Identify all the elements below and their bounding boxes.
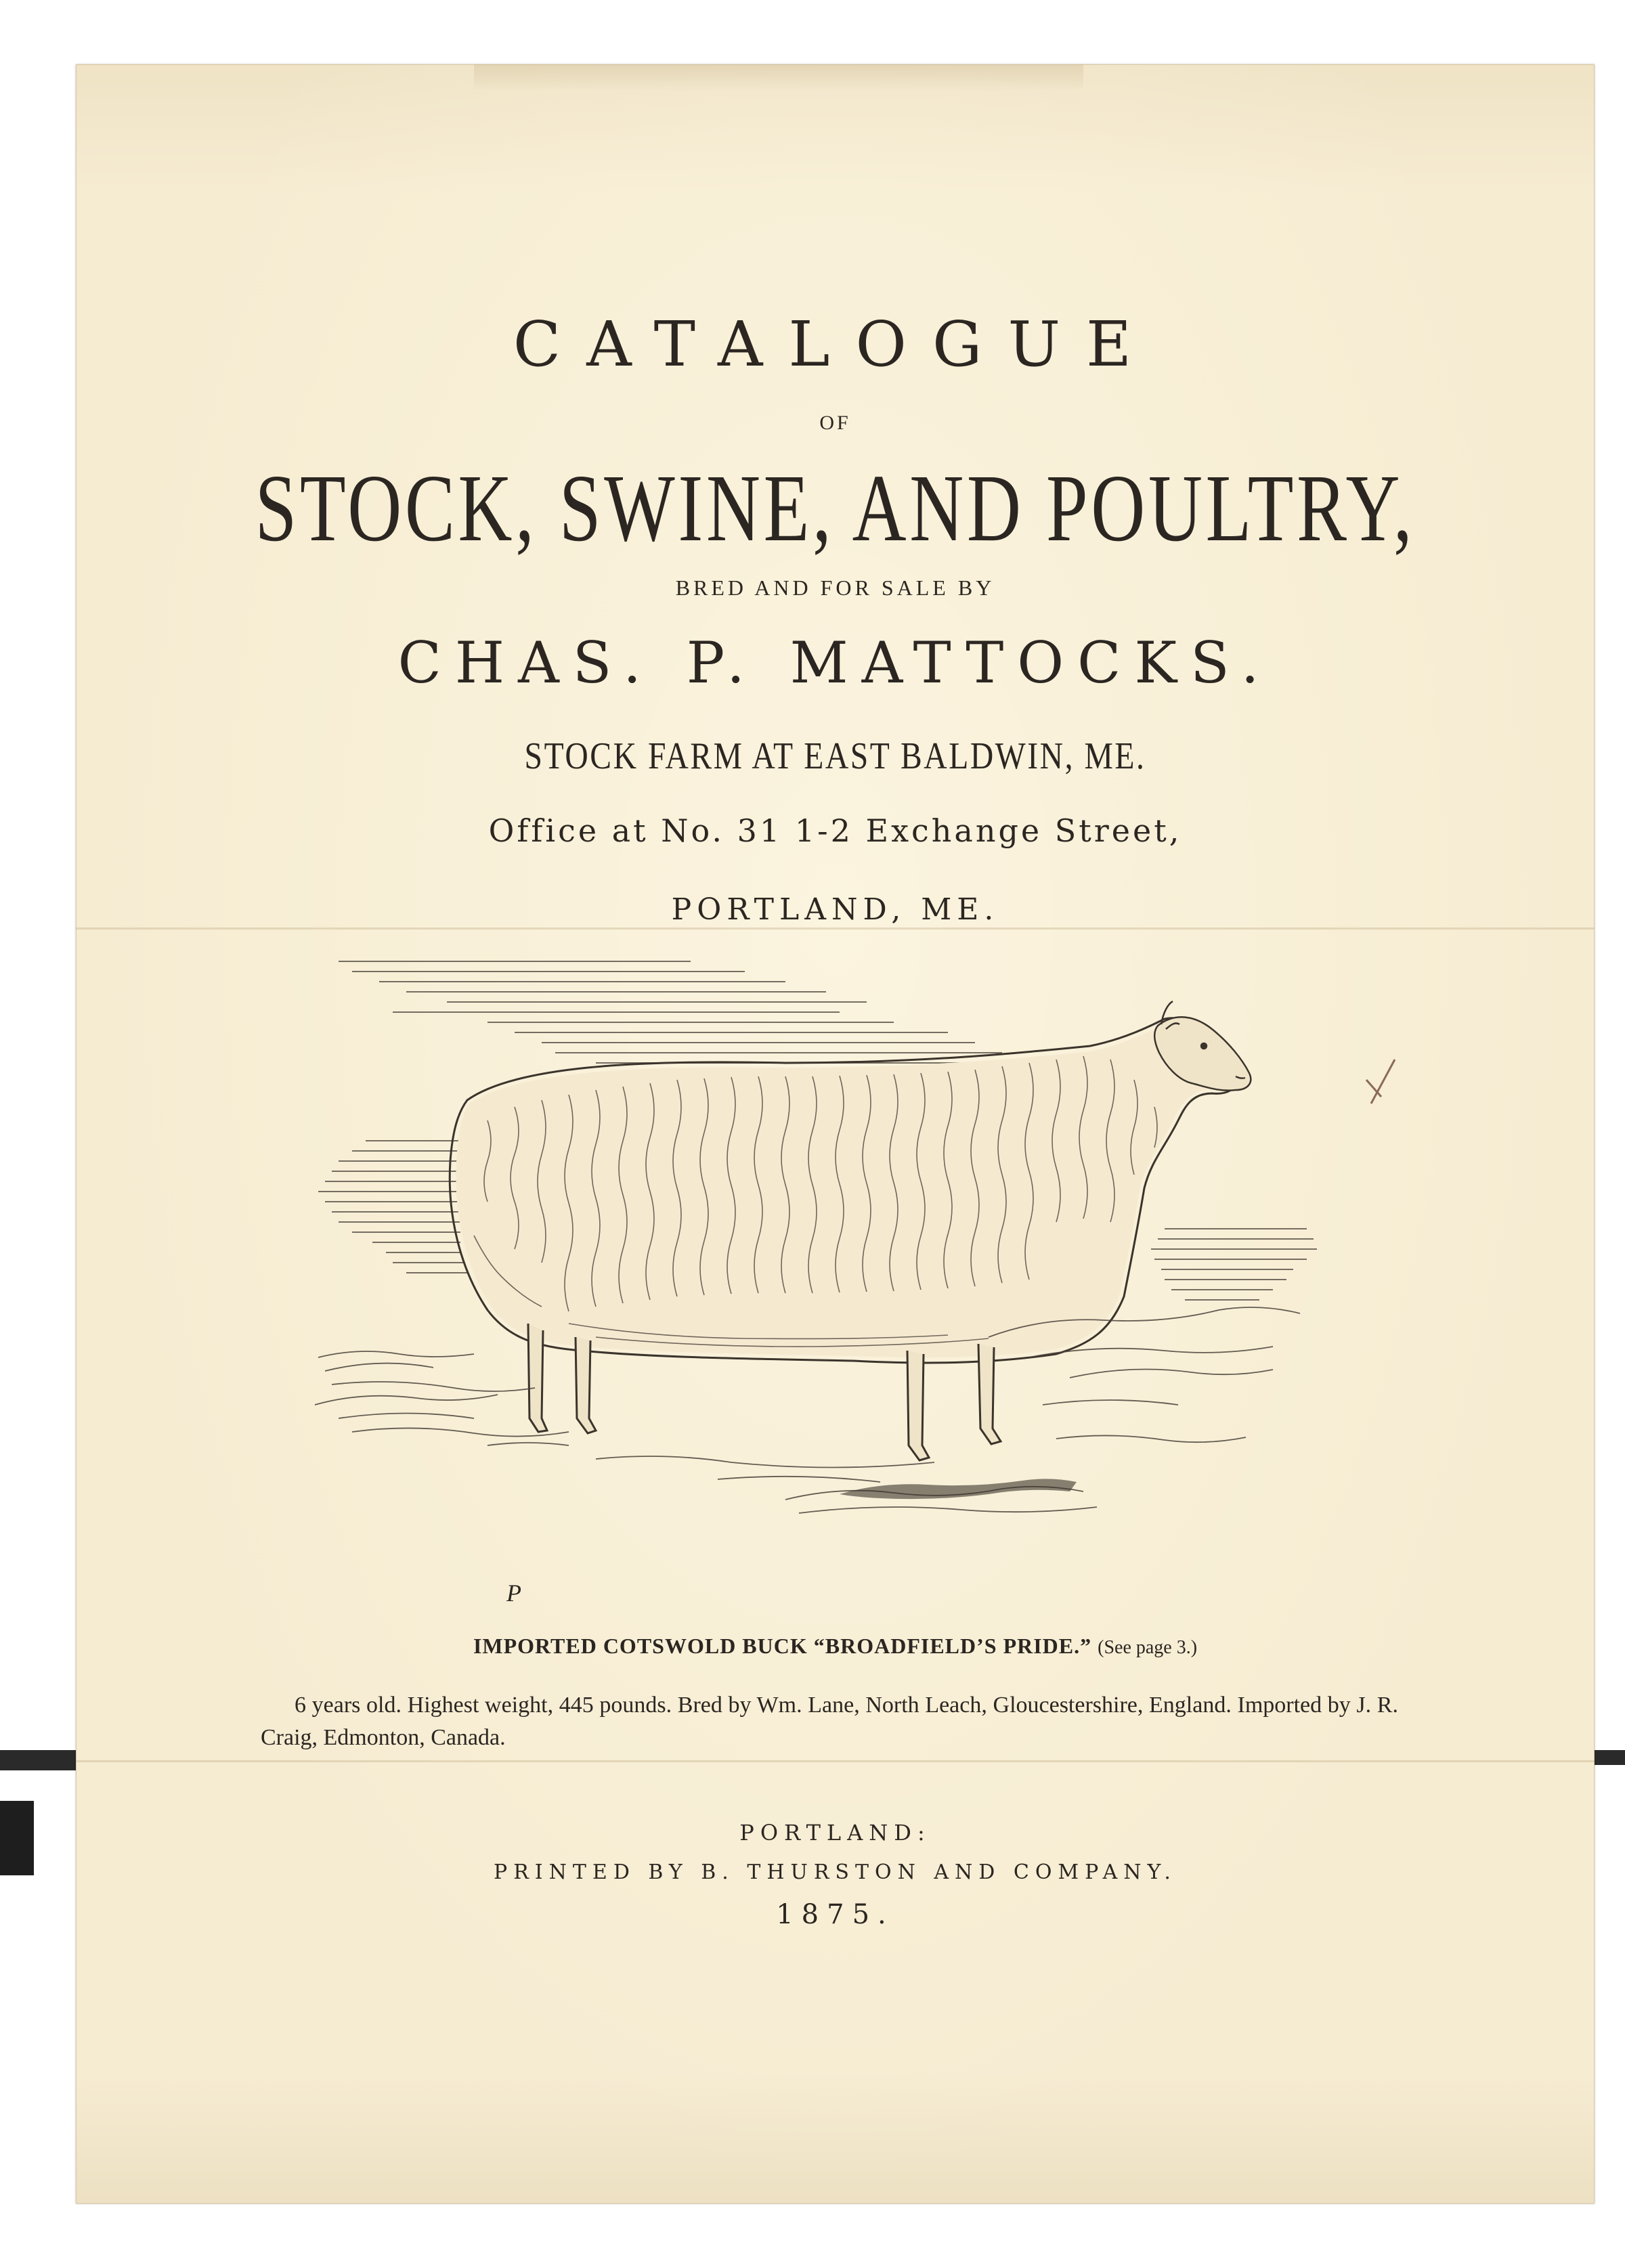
breeder-name: CHAS. P. MATTOCKS. [397,630,1273,696]
imprint-city: PORTLAND: [739,1820,931,1846]
scanner-edge [1595,1750,1625,1765]
caption-page-reference: (See page 3.) [1098,1637,1198,1658]
imprint-printer: PRINTED BY B. THURSTON AND COMPANY. [494,1860,1177,1884]
paper-fold-line [76,1760,1595,1762]
sheep-engraving [311,944,1327,1621]
pencil-check-mark [1361,1056,1402,1110]
of-line: OF [819,412,851,434]
scanner-edge [0,1750,76,1770]
illustration-caption [76,1634,1595,1659]
farm-location: STOCK FARM AT EAST BALDWIN, ME. [524,735,1146,777]
engraver-initial: P [506,1579,521,1607]
catalogue-heading: CATALOGUE [513,308,1158,380]
torn-top-edge [474,64,1083,91]
illustration-description: 6 years old. Highest weight, 445 pounds. Bred by Wm. Lane, North Leach, Gloucestershire, England. Imported by J. R. Craig, Edmonton, Canada. [261,1693,1398,1750]
bred-for-sale-line: BRED AND FOR SALE BY [675,575,995,600]
imprint-year: 1875. [776,1899,894,1930]
scanner-edge [0,1801,34,1875]
caption-title: IMPORTED COTSWOLD BUCK “BROADFIELD’S PRIDE.” [473,1634,1092,1658]
office-address: Office at No. 31 1-2 Exchange Street, [488,812,1182,849]
paper-fold-line [76,928,1595,930]
subject-title: STOCK, SWINE, AND POULTRY, [255,454,1416,561]
office-city: PORTLAND, ME. [671,892,999,927]
